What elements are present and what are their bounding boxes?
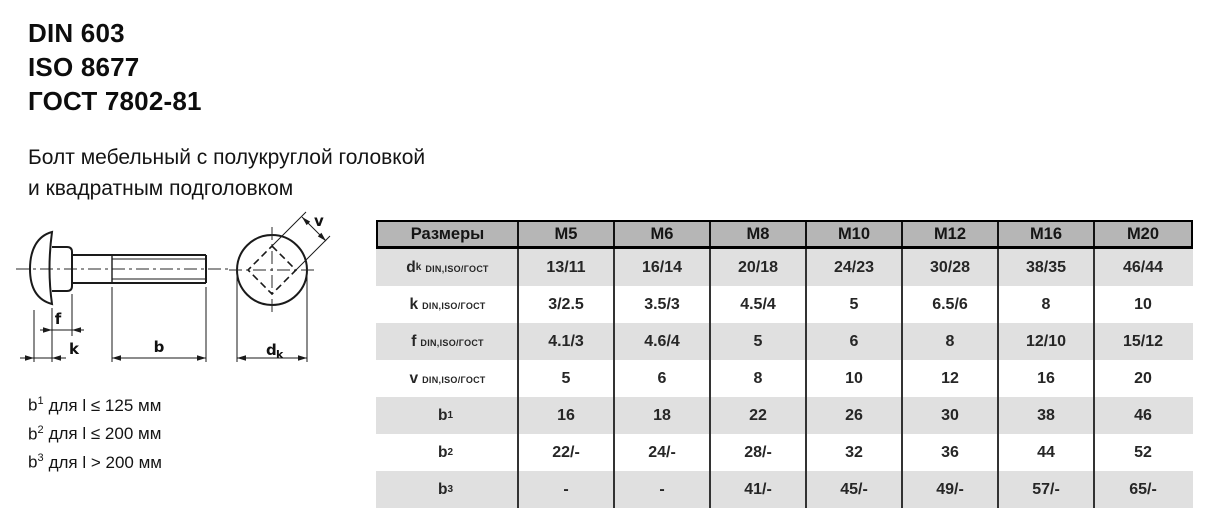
table-cell: 38/35 xyxy=(999,249,1095,286)
table-cell: 44 xyxy=(999,434,1095,471)
table-cell: 12 xyxy=(903,360,999,397)
table-cell: 65/- xyxy=(1129,480,1157,498)
table-cell: 22/- xyxy=(519,434,615,471)
table-cell: 10 xyxy=(1134,295,1152,313)
dimension-b xyxy=(112,338,206,361)
table-cell: 45/- xyxy=(807,471,903,508)
table-cell: 12/10 xyxy=(999,323,1095,360)
standard-gost: ГОСТ 7802-81 xyxy=(28,86,202,116)
row-label-v: v DIN,ISO/ГОСТ xyxy=(378,360,519,397)
bolt-side-view xyxy=(16,232,228,362)
table-cell: 5 xyxy=(519,360,615,397)
table-cell: 4.1/3 xyxy=(519,323,615,360)
table-cell: 18 xyxy=(615,397,711,434)
table-cell: 4.5/4 xyxy=(711,286,807,323)
table-row-k xyxy=(376,286,1193,323)
column-header-m12: M12 xyxy=(903,222,999,246)
standards-block xyxy=(28,16,202,118)
row-label-b1: b 1 xyxy=(378,397,519,434)
table-cell: 3.5/3 xyxy=(615,286,711,323)
table-cell: 30 xyxy=(903,397,999,434)
table-cell: 36 xyxy=(903,434,999,471)
dimension-label-k: k xyxy=(69,340,79,358)
table-cell: 10 xyxy=(807,360,903,397)
table-cell: 24/- xyxy=(615,434,711,471)
description-line-1: Болт мебельный с полукруглой головкой xyxy=(28,146,426,169)
table-cell: 6.5/6 xyxy=(903,286,999,323)
table-cell: 41/- xyxy=(711,471,807,508)
dimension-label-dk: d xyxy=(266,341,277,359)
table-cell: 52 xyxy=(1134,443,1152,461)
table-cell: 24/23 xyxy=(807,249,903,286)
table-header-row xyxy=(376,220,1193,249)
table-cell: 26 xyxy=(807,397,903,434)
table-cell: 8 xyxy=(999,286,1095,323)
dimension-k xyxy=(20,340,80,361)
table-row-b2 xyxy=(376,434,1193,471)
dimension-label-b: b xyxy=(153,338,165,356)
table-cell: 13/11 xyxy=(519,249,615,286)
row-label-k: k DIN,ISO/ГОСТ xyxy=(378,286,519,323)
table-cell: 16/14 xyxy=(615,249,711,286)
dimension-label-f: f xyxy=(54,310,62,328)
table-cell: 20 xyxy=(1134,369,1152,387)
column-header-m8: M8 xyxy=(711,222,807,246)
table-cell: 28/- xyxy=(711,434,807,471)
dimension-label-v: v xyxy=(314,212,324,230)
column-header-m5: M5 xyxy=(519,222,615,246)
standard-din: DIN 603 xyxy=(28,18,125,48)
table-cell: 46/44 xyxy=(1122,258,1164,276)
table-cell: - xyxy=(519,471,615,508)
table-cell: 15/12 xyxy=(1122,332,1164,350)
column-header-sizes: Размеры xyxy=(378,222,519,246)
dimension-f xyxy=(40,310,84,333)
table-cell: 6 xyxy=(615,360,711,397)
table-cell: 30/28 xyxy=(903,249,999,286)
table-cell: 16 xyxy=(999,360,1095,397)
table-row-b3 xyxy=(376,471,1193,508)
bolt-head-dome xyxy=(30,232,52,304)
table-row-b1 xyxy=(376,397,1193,434)
table-cell: 46 xyxy=(1134,406,1152,424)
column-header-m10: M10 xyxy=(807,222,903,246)
table-cell: 38 xyxy=(999,397,1095,434)
table-cell: 49/- xyxy=(903,471,999,508)
table-cell: 16 xyxy=(519,397,615,434)
table-cell: 5 xyxy=(711,323,807,360)
footnotes-block xyxy=(28,389,162,475)
table-cell: 3/2.5 xyxy=(519,286,615,323)
table-cell: 8 xyxy=(711,360,807,397)
table-cell: 4.6/4 xyxy=(615,323,711,360)
table-row-v xyxy=(376,360,1193,397)
dimensions-table xyxy=(376,220,1193,508)
table-row-f xyxy=(376,323,1193,360)
footnote-b3: $b^3$ для l > 200 мм xyxy=(28,452,162,472)
column-header-m20: M20 xyxy=(1126,224,1160,243)
bolt-drawing xyxy=(0,195,350,380)
table-cell: 20/18 xyxy=(711,249,807,286)
table-row-dk xyxy=(376,249,1193,286)
footnote-b1: $b^1$ для l ≤ 125 мм xyxy=(28,395,162,415)
dimension-label-dk-sub: k xyxy=(276,348,284,361)
table-cell: - xyxy=(615,471,711,508)
table-cell: 6 xyxy=(807,323,903,360)
table-cell: 57/- xyxy=(999,471,1095,508)
column-header-m6: M6 xyxy=(615,222,711,246)
row-label-b2: b 2 xyxy=(378,434,519,471)
bolt-top-view xyxy=(229,212,330,362)
table-cell: 32 xyxy=(807,434,903,471)
row-label-dk: d k DIN,ISO/ГОСТ xyxy=(378,249,519,286)
row-label-f: f DIN,ISO/ГОСТ xyxy=(378,323,519,360)
standard-iso: ISO 8677 xyxy=(28,52,140,82)
dimension-v xyxy=(272,212,330,270)
column-header-m16: M16 xyxy=(999,222,1095,246)
table-cell: 5 xyxy=(807,286,903,323)
table-cell: 22 xyxy=(711,397,807,434)
description-line-2: и квадратным подголовком xyxy=(28,177,294,200)
footnote-b2: $b^2$ для l ≤ 200 мм xyxy=(28,423,162,444)
row-label-b3: b 3 xyxy=(378,471,519,508)
table-cell: 8 xyxy=(903,323,999,360)
